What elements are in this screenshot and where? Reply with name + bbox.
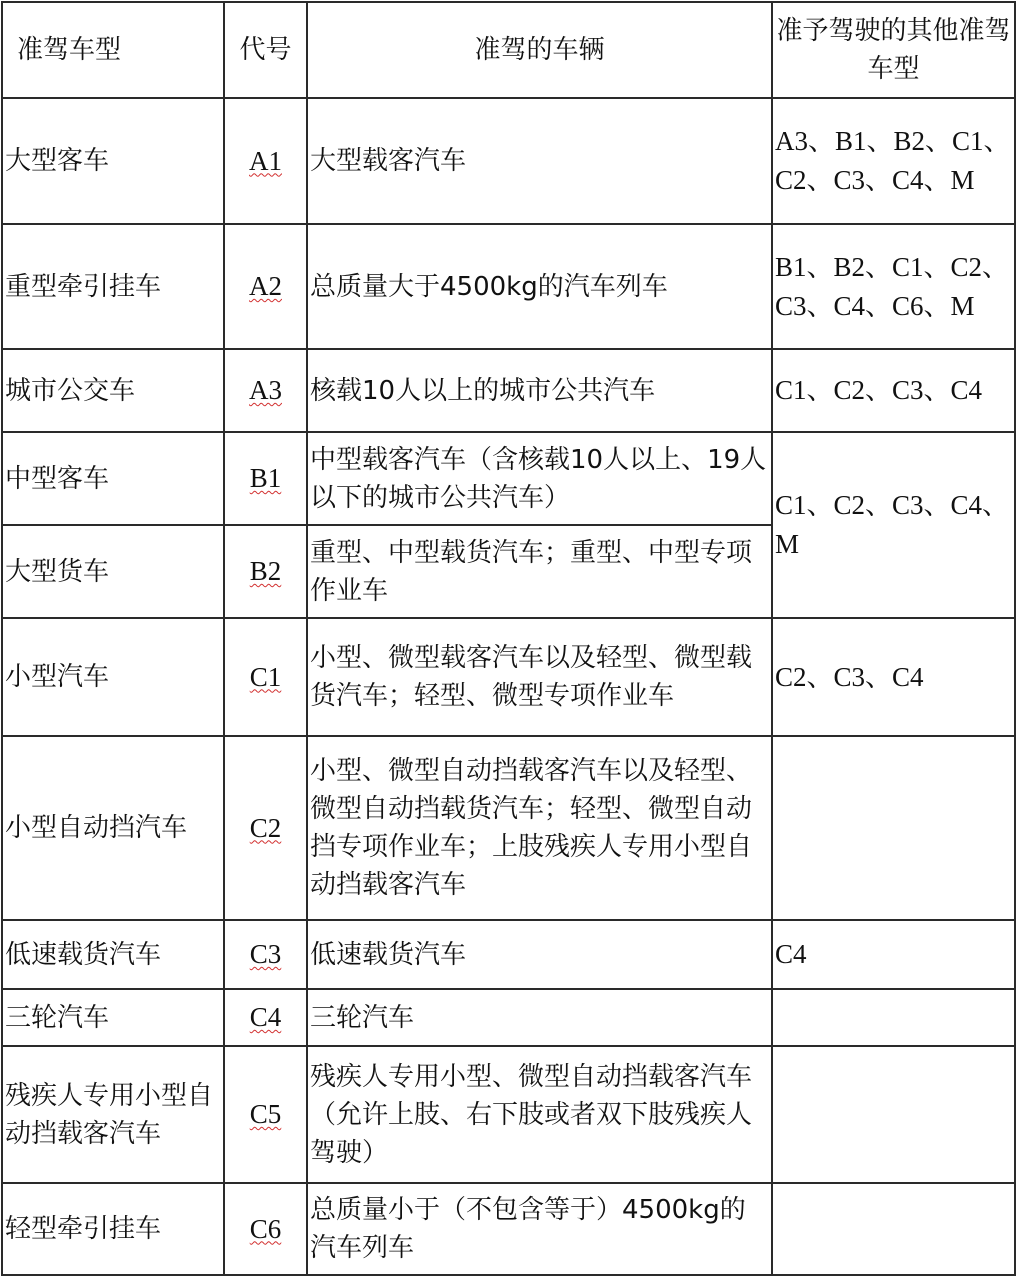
license-type-cell: 残疾人专用小型自动挡载客汽车 bbox=[2, 1046, 224, 1183]
table-row bbox=[2, 1183, 1015, 1275]
other-types-cell bbox=[772, 920, 1015, 989]
code-text: B2 bbox=[249, 556, 282, 586]
license-type-cell: 低速载货汽车 bbox=[2, 920, 224, 989]
code-cell bbox=[224, 432, 307, 525]
vehicles-cell: 残疾人专用小型、微型自动挡载客汽车（允许上肢、右下肢或者双下肢残疾人驾驶） bbox=[307, 1046, 772, 1183]
other-types-cell bbox=[772, 989, 1015, 1046]
code-cell bbox=[224, 736, 307, 920]
code-text: C3 bbox=[249, 939, 282, 969]
vehicles-cell: 总质量小于（不包含等于）4500kg的汽车列车 bbox=[307, 1183, 772, 1275]
code-cell bbox=[224, 224, 307, 349]
other-types-cell bbox=[772, 1046, 1015, 1183]
table-row bbox=[2, 618, 1015, 736]
license-type-cell: 城市公交车 bbox=[2, 349, 224, 432]
license-type-cell: 重型牵引挂车 bbox=[2, 224, 224, 349]
code-cell bbox=[224, 98, 307, 224]
code-text: C2 bbox=[249, 812, 282, 843]
vehicles-cell: 重型、中型载货汽车；重型、中型专项作业车 bbox=[307, 525, 772, 618]
other-types-cell bbox=[772, 618, 1015, 736]
license-type-cell: 大型客车 bbox=[2, 98, 224, 224]
license-type-cell: 小型自动挡汽车 bbox=[2, 736, 224, 920]
table-row bbox=[2, 989, 1015, 1046]
vehicles-cell: 核载10人以上的城市公共汽车 bbox=[307, 349, 772, 432]
license-type-cell: 轻型牵引挂车 bbox=[2, 1183, 224, 1275]
other-types-text: A3、B1、B2、C1、C2、C3、C4、M bbox=[775, 126, 1011, 195]
vehicles-cell: 小型、微型载客汽车以及轻型、微型载货汽车；轻型、微型专项作业车 bbox=[307, 618, 772, 736]
vehicles-cell: 小型、微型自动挡载客汽车以及轻型、微型自动挡载货汽车；轻型、微型自动挡专项作业车；上肢残疾人专用小型自动挡载客汽车 bbox=[307, 736, 772, 920]
license-type-cell: 大型货车 bbox=[2, 525, 224, 618]
other-types-cell bbox=[772, 1183, 1015, 1275]
table-row bbox=[2, 432, 1015, 525]
other-types-text: C1、C2、C3、C4、M bbox=[775, 490, 1010, 559]
header-permitted-vehicles: 准驾的车辆 bbox=[307, 2, 772, 98]
code-text: A2 bbox=[249, 271, 282, 301]
vehicles-cell: 中型载客汽车（含核载10人以上、19人以下的城市公共汽车） bbox=[307, 432, 772, 525]
code-text: A3 bbox=[249, 375, 282, 405]
vehicles-cell: 大型载客汽车 bbox=[307, 98, 772, 224]
header-row bbox=[2, 2, 1015, 98]
other-types-text: B1、B2、C1、C2、C3、C4、C6、M bbox=[775, 251, 1010, 321]
vehicles-cell: 总质量大于4500kg的汽车列车 bbox=[307, 224, 772, 349]
code-text: B1 bbox=[249, 463, 282, 493]
code-text: A1 bbox=[249, 145, 282, 176]
code-cell bbox=[224, 1183, 307, 1275]
code-text: C4 bbox=[249, 1002, 282, 1032]
header-other-permitted-types: 准予驾驶的其他准驾车型 bbox=[772, 2, 1015, 98]
code-cell bbox=[224, 989, 307, 1046]
code-cell bbox=[224, 525, 307, 618]
code-text: C6 bbox=[249, 1213, 282, 1244]
other-types-text: C4 bbox=[775, 939, 807, 969]
vehicles-cell: 三轮汽车 bbox=[307, 989, 772, 1046]
code-text: C1 bbox=[249, 661, 282, 692]
vehicles-cell: 低速载货汽车 bbox=[307, 920, 772, 989]
code-text: C5 bbox=[249, 1099, 282, 1129]
other-types-cell bbox=[772, 224, 1015, 349]
code-cell bbox=[224, 920, 307, 989]
code-cell bbox=[224, 618, 307, 736]
code-cell bbox=[224, 349, 307, 432]
other-types-cell bbox=[772, 432, 1015, 618]
table-row bbox=[2, 920, 1015, 989]
table-row bbox=[2, 98, 1015, 224]
other-types-cell bbox=[772, 98, 1015, 224]
code-cell bbox=[224, 1046, 307, 1183]
table-row bbox=[2, 1046, 1015, 1183]
license-type-cell: 三轮汽车 bbox=[2, 989, 224, 1046]
license-type-cell: 中型客车 bbox=[2, 432, 224, 525]
other-types-cell bbox=[772, 349, 1015, 432]
table-row bbox=[2, 349, 1015, 432]
table-row bbox=[2, 736, 1015, 920]
other-types-text: C2、C3、C4 bbox=[775, 661, 924, 692]
other-types-cell bbox=[772, 736, 1015, 920]
license-type-cell: 小型汽车 bbox=[2, 618, 224, 736]
header-license-type: 准驾车型 bbox=[2, 2, 224, 98]
header-code: 代号 bbox=[224, 2, 307, 98]
other-types-text: C1、C2、C3、C4 bbox=[775, 375, 983, 405]
license-class-table bbox=[1, 1, 1016, 1276]
table-row bbox=[2, 224, 1015, 349]
